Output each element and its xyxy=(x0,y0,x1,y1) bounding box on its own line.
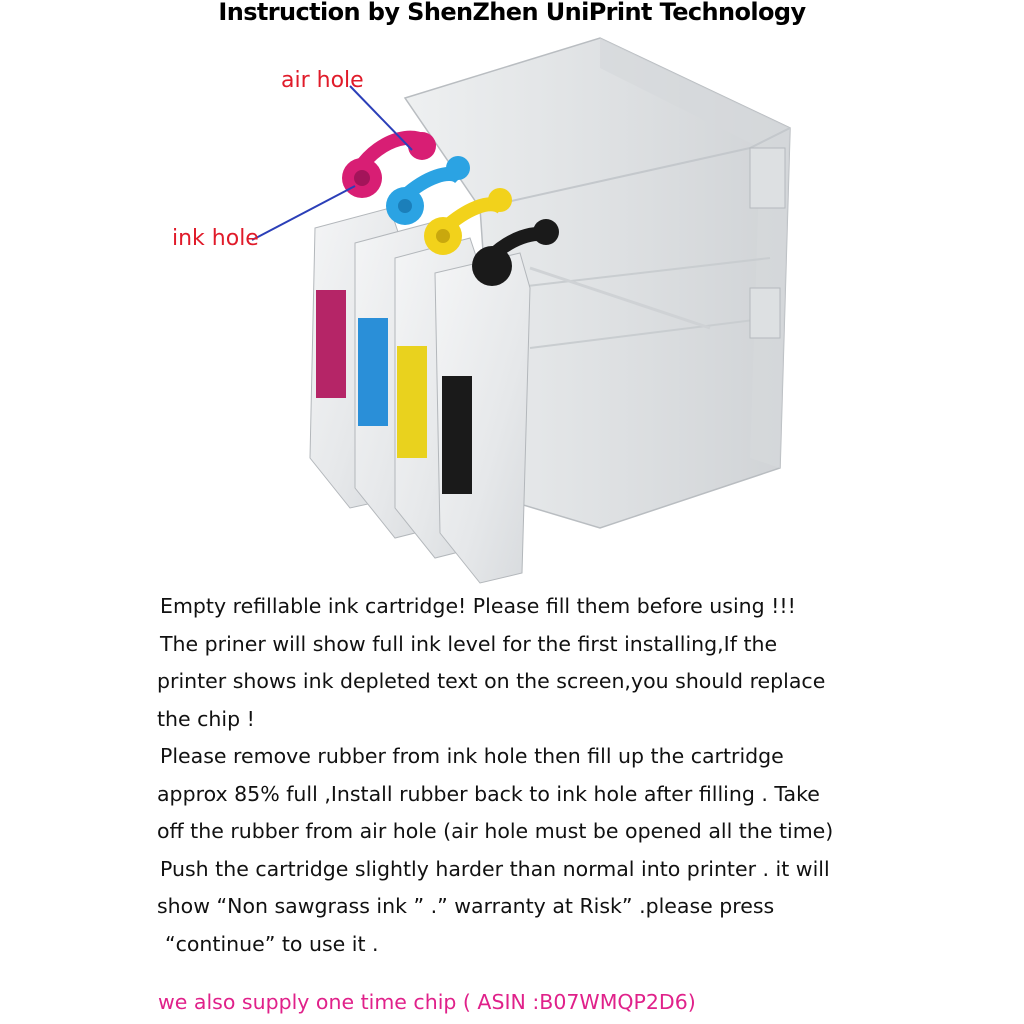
instruction-line: Empty refillable ink cartridge! Please fill them before using !!! xyxy=(160,594,796,618)
instruction-line: show “Non sawgrass ink ” .” warranty at Risk” .please press xyxy=(157,894,775,918)
label-cyan xyxy=(358,318,388,426)
instruction-line: Please remove rubber from ink hole then fill up the cartridge xyxy=(160,744,784,768)
label-magenta xyxy=(316,290,346,398)
page-title: Instruction by ShenZhen UniPrint Technology xyxy=(218,0,806,26)
ink-hole-label: ink hole xyxy=(172,226,259,251)
footer-note: we also supply one time chip ( ASIN :B07WMQP2D6) xyxy=(158,990,696,1014)
air-hole-label: air hole xyxy=(281,68,364,93)
instructions-text xyxy=(157,588,897,963)
instruction-line: the chip ! xyxy=(157,706,255,731)
instruction-line: approx 85% full ,Install rubber back to ink hole after filling . Take xyxy=(157,781,820,806)
instruction-line: printer shows ink depleted text on the screen,you should replace xyxy=(157,669,826,693)
instruction-line: The priner will show full ink level for the first installing,If the xyxy=(160,631,778,656)
label-black xyxy=(442,376,472,494)
cartridge-black xyxy=(435,253,530,583)
instruction-line: “continue” to use it . xyxy=(165,931,379,956)
label-yellow xyxy=(397,346,427,458)
cartridge-photo xyxy=(150,28,810,588)
instruction-line: off the rubber from air hole (air hole must be opened all the time) xyxy=(157,819,834,843)
instruction-line: Push the cartridge slightly harder than normal into printer . it will xyxy=(160,856,830,881)
